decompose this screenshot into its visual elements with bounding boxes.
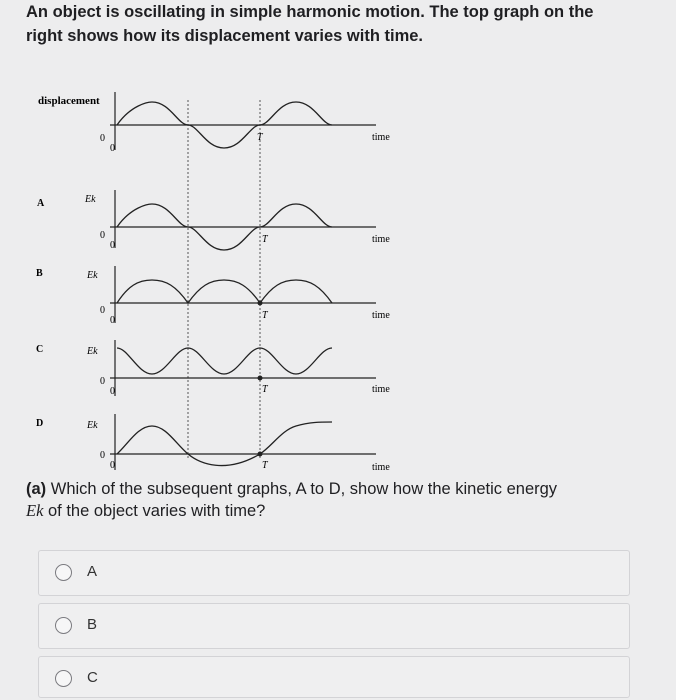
radio-button-c[interactable] [55, 670, 72, 687]
graph-a-xlabel: time [372, 234, 390, 245]
part-label: (a) [26, 480, 47, 498]
graph-b-curve [117, 280, 332, 303]
intro-line-1: An object is oscillating in simple harmonic motion. The top graph on the [26, 3, 594, 21]
option-label-b: B [87, 616, 98, 633]
graph-c-origin-y: 0 [100, 376, 105, 387]
graph-b-letter: B [36, 268, 43, 279]
question-intro [26, 0, 646, 48]
shm-graphs-figure [20, 78, 440, 478]
graph-c-period-label: T [262, 384, 268, 395]
radio-button-b[interactable] [55, 617, 72, 634]
graph-a-origin-y: 0 [100, 230, 105, 241]
graph-c-ylabel: Ek [87, 346, 98, 357]
graph-d-xlabel: time [372, 462, 390, 473]
graph-b-xlabel: time [372, 310, 390, 321]
graph-b-origin-y: 0 [100, 305, 105, 316]
displacement-origin-x: 0 [110, 143, 115, 154]
part-ek-symbol: Ek [26, 501, 44, 520]
question-part-a [26, 478, 646, 522]
graph-d-origin-y: 0 [100, 450, 105, 461]
graph-d-ylabel: Ek [87, 420, 98, 431]
part-line-2: of the object varies with time? [43, 502, 266, 520]
graph-d-letter: D [36, 418, 44, 429]
displacement-xlabel: time [372, 132, 390, 143]
graph-a-letter: A [37, 198, 45, 209]
graph-c-curve [117, 348, 332, 374]
graph-c [36, 340, 390, 397]
displacement-ylabel: displacement [38, 95, 100, 107]
displacement-period-label: T [257, 132, 263, 143]
answer-option-a[interactable] [38, 550, 630, 596]
option-label-a: A [87, 563, 98, 580]
part-line-1: Which of the subsequent graphs, A to D, show how the kinetic energy [50, 480, 558, 498]
graph-d [36, 414, 390, 473]
answer-option-c[interactable] [38, 656, 630, 698]
graph-a-origin-x: 0 [110, 240, 115, 251]
graph-b [36, 266, 390, 326]
displacement-origin-y: 0 [100, 133, 105, 144]
radio-button-a[interactable] [55, 564, 72, 581]
graph-c-xlabel: time [372, 384, 390, 395]
answer-option-b[interactable] [38, 603, 630, 649]
graph-c-marker [258, 376, 263, 381]
graph-displacement [38, 92, 390, 154]
graph-c-origin-x: 0 [110, 386, 115, 397]
graph-d-period-label: T [262, 460, 268, 471]
graph-b-ylabel: Ek [87, 270, 98, 281]
intro-line-2: right shows how its displacement varies with time. [26, 27, 424, 45]
graph-a-ylabel: Ek [85, 194, 96, 205]
graph-d-curve [117, 422, 332, 466]
graph-a [37, 190, 390, 251]
graph-d-marker [258, 452, 263, 457]
graph-b-period-label: T [262, 310, 268, 321]
graph-c-letter: C [36, 344, 44, 355]
graph-b-marker [258, 301, 263, 306]
graph-b-origin-x: 0 [110, 315, 115, 326]
graph-d-origin-x: 0 [110, 460, 115, 471]
graph-a-period-label: T [262, 234, 268, 245]
option-label-c: C [87, 669, 98, 686]
